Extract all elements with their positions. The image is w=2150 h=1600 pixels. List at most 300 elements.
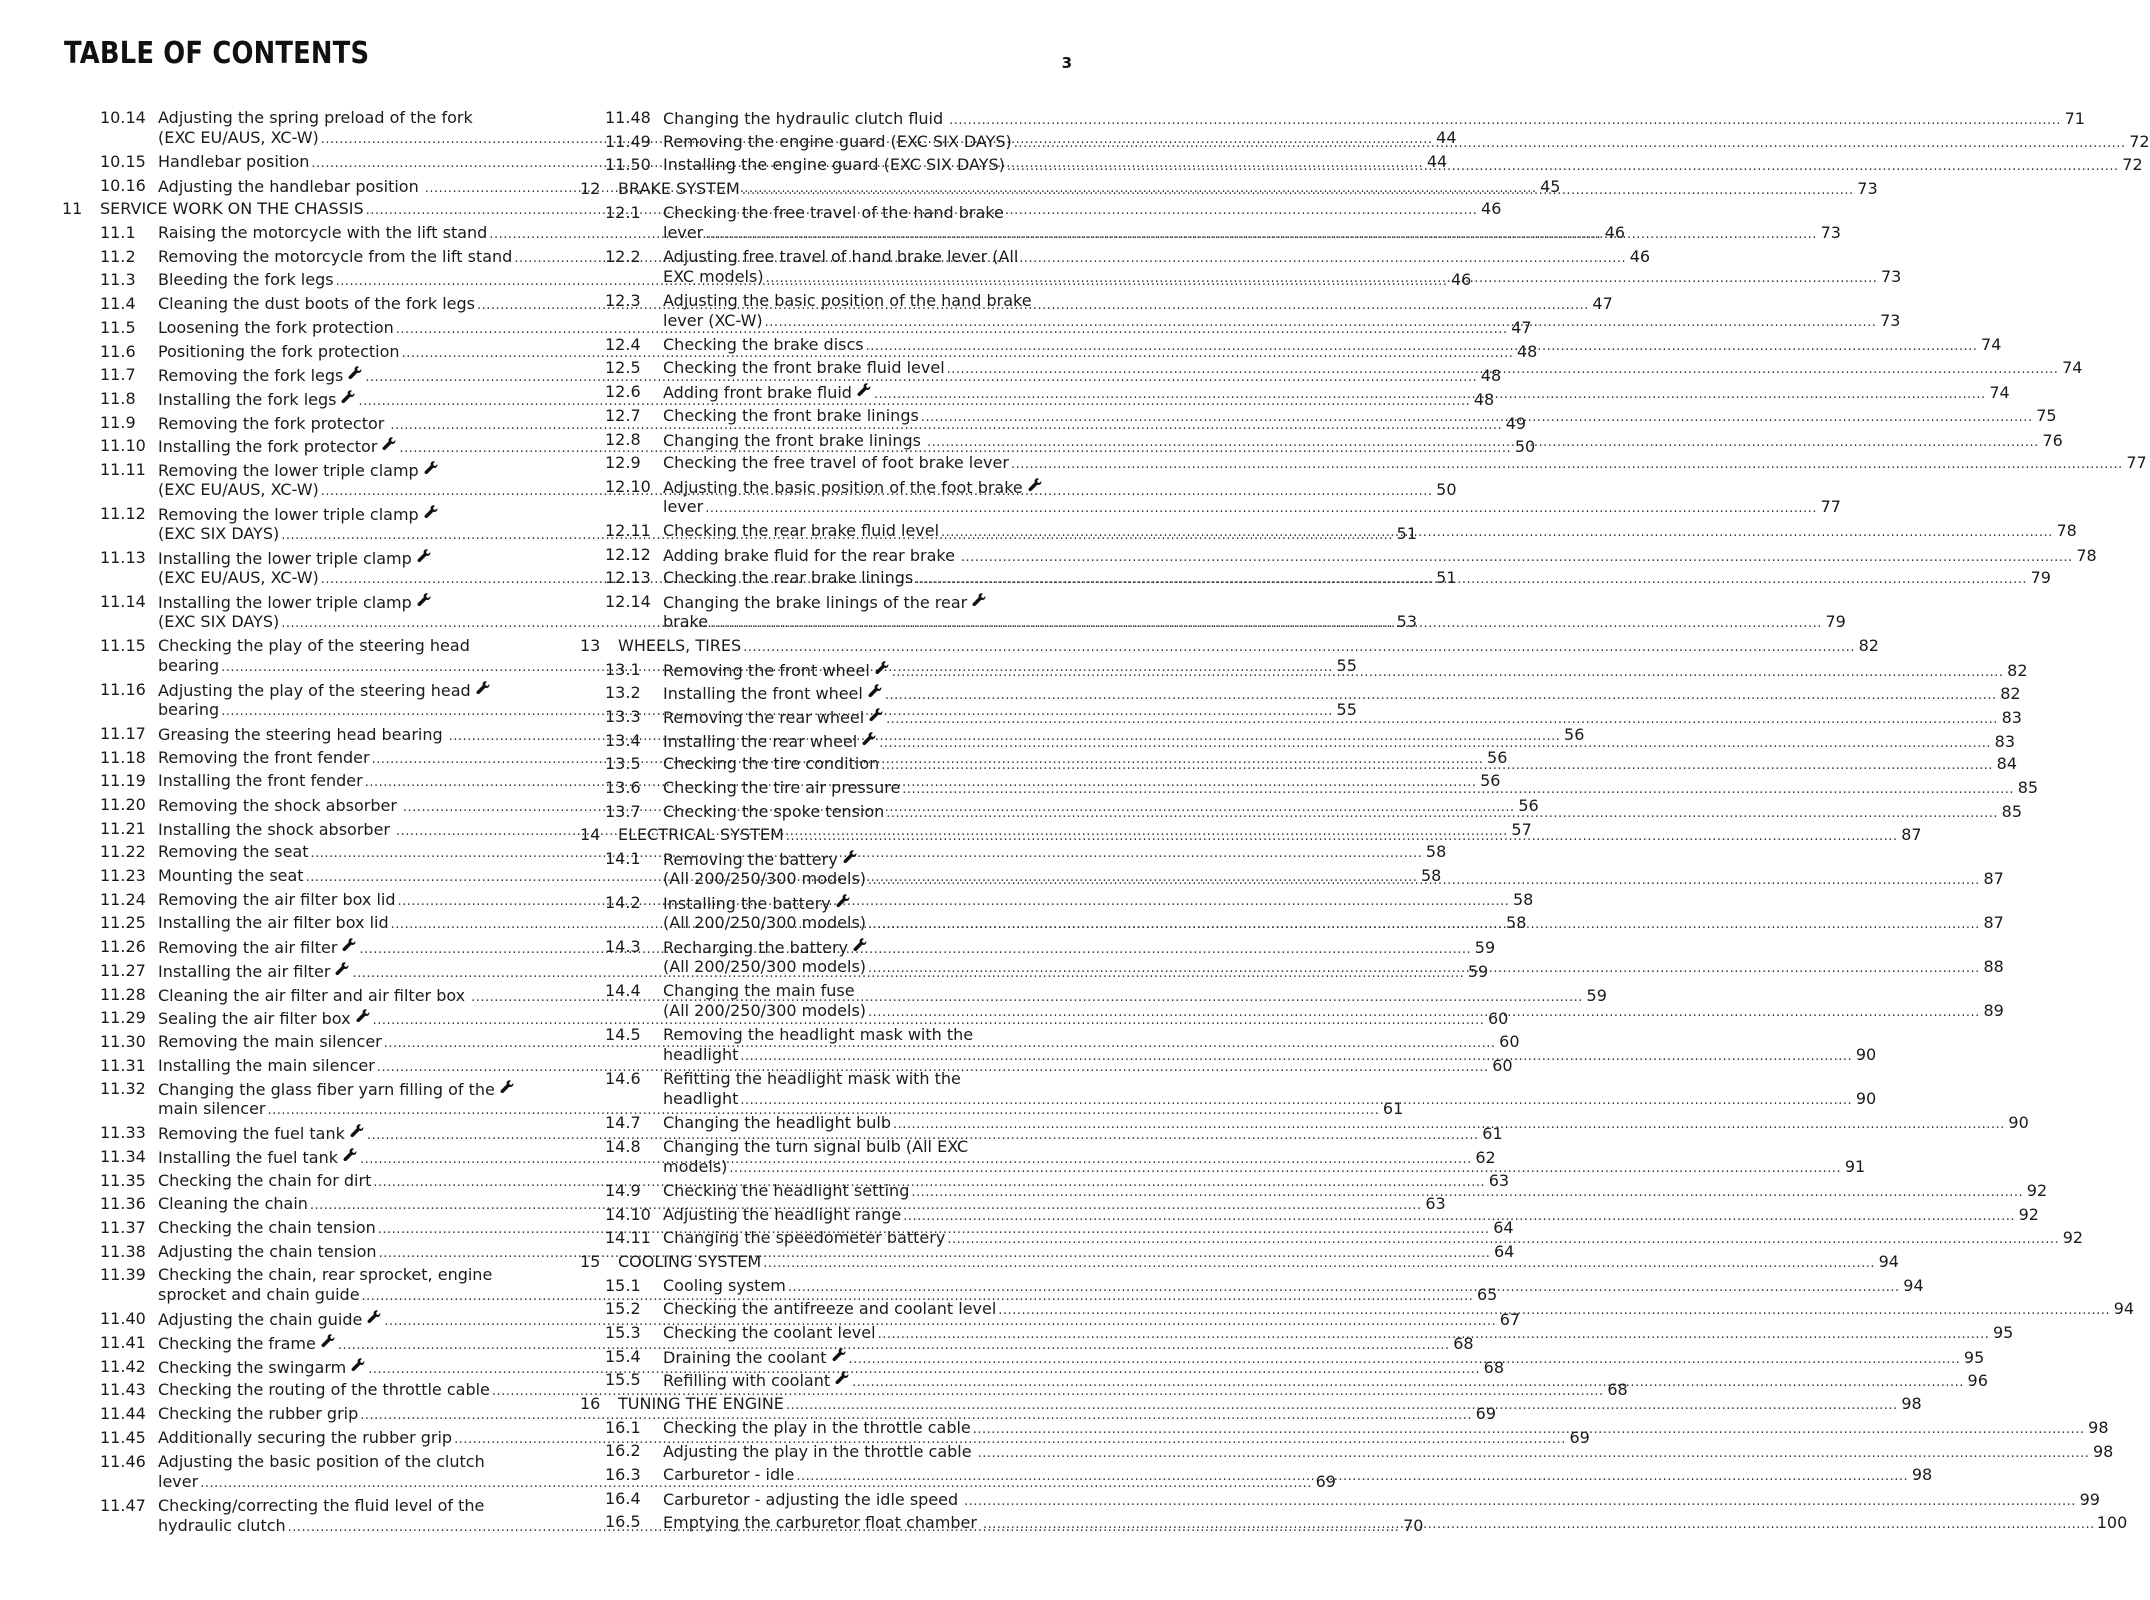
toc-entry-number: 12.13 (605, 568, 651, 588)
toc-entry-page: 98 (1901, 1394, 1922, 1413)
toc-entry-title: Changing the front brake linings (663, 430, 922, 450)
wrench-icon (971, 592, 987, 608)
toc-entry-page: 50 (1436, 479, 1457, 499)
toc-leader-dots (849, 1350, 1961, 1370)
toc-entry-title: Checking the headlight setting (663, 1180, 910, 1200)
toc-entry-page: 87 (1983, 913, 2004, 933)
toc-entry-title: (All 200/250/300 models) (663, 913, 867, 933)
wrench-icon (867, 683, 883, 699)
toc-entry-number: 11 (62, 199, 83, 219)
toc-entry-title: (EXC EU/AUS, XC-W) (158, 479, 319, 499)
toc-entry-number: 11.10 (100, 436, 146, 456)
toc-entry-title: Adjusting the play of the steering head (158, 680, 471, 700)
toc-entry-number: 13.6 (605, 778, 641, 798)
toc-entry-title: Removing the lower triple clamp (158, 460, 419, 480)
toc-entry-number: 11.32 (100, 1079, 146, 1099)
page-title: TABLE OF CONTENTS (64, 36, 370, 71)
toc-entry-title: lever (XC-W) (663, 310, 763, 330)
toc-entry-page: 98 (2088, 1417, 2109, 1437)
toc-entry-title: lever (663, 496, 704, 516)
toc-entry-page: 90 (2008, 1113, 2029, 1133)
toc-leader-dots (949, 111, 2061, 131)
toc-entry-page: 74 (1989, 383, 2010, 403)
toc-entry-page: 56 (1518, 796, 1539, 815)
toc-entry-title: Removing the fuel tank (158, 1124, 345, 1144)
toc-entry-number: 16 (580, 1394, 601, 1413)
toc-entry-number: 14.4 (605, 981, 641, 1001)
wrench-icon (475, 680, 491, 696)
toc-entry-page: 94 (2113, 1299, 2135, 1319)
toc-entry-number: 14.3 (605, 937, 641, 957)
toc-entry-page: 90 (1855, 1089, 1877, 1109)
toc-entry-title: lever (158, 1471, 199, 1491)
toc-leader-dots (921, 408, 2033, 428)
toc-entry-title: Loosening the fork protection (158, 317, 394, 337)
toc-entry-page: 67 (1499, 1310, 1521, 1330)
toc-entry-title: Adjusting the spring preload of the fork (158, 108, 473, 127)
toc-entry-number: 12.9 (605, 453, 641, 473)
toc-entry-number: 14.8 (605, 1136, 641, 1156)
toc-entry-title: Installing the fuel tank (158, 1147, 338, 1167)
toc-entry-page: 47 (1511, 317, 1532, 337)
toc-leader-dots (765, 313, 1877, 333)
toc-entry-number: 11.24 (100, 889, 146, 909)
toc-entry-title: Checking the front brake fluid level (663, 358, 945, 378)
toc-section-entry[interactable] (580, 108, 2085, 132)
toc-entry-page: 95 (1992, 1322, 2014, 1342)
toc-leader-dots (978, 1444, 2090, 1464)
toc-entry-title: Draining the coolant (663, 1347, 827, 1367)
toc-entry-number: 11.13 (100, 547, 146, 567)
toc-entry-number: 11.5 (100, 317, 136, 337)
wrench-icon (1027, 477, 1043, 493)
wrench-icon (835, 893, 851, 909)
wrench-icon (349, 1123, 365, 1139)
toc-entry-number: 11.7 (100, 365, 136, 385)
toc-entry-number: 14.6 (605, 1069, 641, 1089)
toc-entry-page: 76 (2042, 430, 2063, 450)
toc-entry-number: 15.1 (605, 1275, 641, 1295)
toc-entry-number: 11.38 (100, 1241, 146, 1261)
toc-entry-title: Installing the lower triple clamp (158, 592, 412, 612)
toc-leader-dots (879, 734, 1991, 754)
toc-entry-number: 11.41 (100, 1333, 146, 1353)
toc-entry-title: bearing (158, 655, 220, 675)
toc-leader-dots (705, 225, 1817, 245)
toc-entry-title: Checking the rubber grip (158, 1404, 359, 1424)
toc-entry-title: EXC models) (663, 266, 764, 286)
wrench-icon (423, 504, 439, 520)
toc-entry-number: 12.7 (605, 405, 641, 425)
toc-entry-title: Adding brake fluid for the rear brake (663, 545, 955, 565)
toc-entry-title: Checking the chain for dirt (158, 1170, 372, 1190)
toc-leader-dots (796, 1467, 1908, 1487)
toc-leader-dots (881, 756, 1993, 776)
toc-entry-page: 82 (1858, 635, 1879, 655)
toc-entry-page: 73 (1820, 222, 1841, 242)
toc-entry-title: Mounting the seat (158, 866, 304, 886)
toc-entry-page: 53 (1396, 611, 1418, 631)
toc-entry-title: Checking the play of the steering head (158, 635, 470, 655)
toc-entry-title: Removing the fork legs (158, 366, 344, 386)
toc-entry-number: 11.37 (100, 1218, 146, 1237)
toc-entry-title: Greasing the steering head bearing (158, 724, 443, 744)
toc-leader-dots (878, 1325, 1990, 1345)
toc-entry-page: 94 (1878, 1251, 1899, 1271)
toc-entry-number: 11.20 (100, 795, 146, 814)
toc-entry-title: bearing (158, 699, 220, 719)
toc-entry-number: 13.1 (605, 659, 641, 679)
toc-entry-page: 72 (2122, 155, 2143, 175)
toc-entry-title: headlight (663, 1045, 739, 1065)
toc-entry-number: 11.31 (100, 1055, 146, 1075)
toc-entry-number: 11.12 (100, 503, 146, 523)
toc-entry-title: Bleeding the fork legs (158, 270, 334, 290)
toc-entry-number: 16.1 (605, 1417, 641, 1437)
wrench-icon (874, 660, 890, 676)
wrench-icon (342, 1147, 358, 1163)
toc-entry-title: Adjusting the handlebar position (158, 176, 419, 196)
toc-entry-number: 10.14 (100, 108, 146, 127)
toc-entry-page: 55 (1336, 699, 1357, 719)
toc-entry-title: Checking the chain, rear sprocket, engine (158, 1265, 493, 1285)
wrench-icon (355, 1008, 371, 1024)
toc-entry-title: SERVICE WORK ON THE CHASSIS (100, 199, 364, 219)
toc-leader-dots (763, 1254, 1875, 1274)
toc-entry-title: Adjusting the basic position of the foot brake (663, 477, 1023, 497)
toc-entry-title: Raising the motorcycle with the lift stand (158, 223, 488, 243)
toc-entry-title: Adding front brake fluid (663, 383, 852, 403)
toc-entry-page: 69 (1475, 1404, 1497, 1424)
toc-entry-page: 90 (1855, 1045, 1877, 1065)
toc-entry-page: 92 (2018, 1204, 2039, 1224)
toc-entry-number: 11.14 (100, 591, 146, 611)
toc-entry-title: Removing the front fender (158, 747, 370, 767)
toc-entry-page: 60 (1492, 1055, 1513, 1075)
toc-chapter-entry[interactable] (580, 635, 1879, 660)
toc-entry-page: 83 (1994, 731, 2015, 751)
toc-entry-number: 12.5 (605, 358, 641, 378)
wrench-icon (868, 707, 884, 723)
toc-entry-page: 87 (1983, 869, 2004, 889)
toc-entry-title: Checking the free travel of the hand brake (663, 202, 1004, 222)
toc-entry-title: Checking the free travel of foot brake lever (663, 453, 1009, 473)
toc-entry-page: 74 (2062, 358, 2083, 378)
toc-entry-page: 85 (2001, 801, 2023, 821)
toc-entry-page: 59 (1586, 985, 1607, 1005)
toc-leader-dots (788, 1278, 1900, 1298)
toc-entry-page: 84 (1996, 754, 2018, 774)
toc-entry-title: Installing the air filter (158, 961, 331, 981)
toc-entry-title: Checking the tire condition (663, 754, 880, 774)
toc-entry-number: 16.5 (605, 1512, 641, 1532)
toc-entry-title: Installing the shock absorber (158, 819, 390, 839)
toc-entry-number: 14.7 (605, 1113, 641, 1133)
toc-entry-number: 14.9 (605, 1180, 641, 1200)
toc-entry-title: BRAKE SYSTEM (618, 179, 740, 199)
wrench-icon (381, 436, 397, 452)
toc-leader-dots (961, 548, 2073, 568)
toc-entry-title: sprocket and chain guide (158, 1285, 360, 1305)
toc-section-entry[interactable] (580, 544, 2097, 569)
toc-entry-number: 11.43 (100, 1380, 146, 1400)
toc-leader-dots (941, 523, 2053, 543)
toc-entry-number: 11.36 (100, 1194, 146, 1214)
toc-entry-number: 12.11 (605, 520, 651, 540)
toc-entry-page: 73 (1857, 179, 1878, 199)
toc-entry-number: 16.4 (605, 1488, 641, 1508)
toc-entry-number: 11.23 (100, 866, 146, 886)
toc-entry-page: 78 (2056, 520, 2077, 540)
toc-entry-number: 11.29 (100, 1008, 146, 1028)
page-number: 3 (1061, 54, 1072, 72)
toc-entry-title: Removing the main silencer (158, 1031, 382, 1051)
toc-section-entry[interactable] (580, 453, 2147, 477)
toc-entry-page: 51 (1396, 523, 1418, 543)
toc-entry-page: 44 (1426, 152, 1448, 171)
toc-entry-title: Installing the fork protector (158, 437, 378, 457)
toc-entry-title: Installing the rear wheel (663, 731, 858, 751)
toc-entry-title: Checking the brake discs (663, 334, 864, 354)
toc-entry-title: Checking the spoke tension (663, 801, 885, 821)
toc-entry-number: 13.4 (605, 730, 641, 750)
toc-entry-title: Removing the motorcycle from the lift stand (158, 246, 513, 266)
toc-entry-page: 79 (2030, 568, 2051, 588)
toc-entry-number: 12.3 (605, 290, 641, 310)
toc-entry-title: Checking the chain tension (158, 1218, 376, 1237)
toc-entry-title: Carburetor - idle (663, 1465, 795, 1485)
toc-entry-page: 62 (1475, 1147, 1496, 1167)
toc-entry-title: Adjusting the chain tension (158, 1241, 377, 1261)
toc-entry-page: 82 (2000, 684, 2021, 704)
toc-entry-title: Changing the speedometer battery (663, 1228, 946, 1248)
toc-entry-title: Carburetor - adjusting the idle speed (663, 1489, 959, 1509)
wrench-icon (347, 365, 363, 381)
toc-entry-title: Changing the main fuse (663, 981, 855, 1001)
toc-entry-title: Adjusting the chain guide (158, 1310, 363, 1330)
wrench-icon (350, 1357, 366, 1373)
toc-leader-dots (983, 1515, 2095, 1535)
toc-entry-title: Checking the antifreeze and coolant level (663, 1299, 997, 1319)
toc-entry-number: 11.35 (100, 1170, 146, 1190)
toc-leader-dots (1014, 134, 2126, 154)
toc-entry-number: 11.1 (100, 223, 136, 243)
toc-entry-number: 11.25 (100, 913, 146, 933)
toc-entry-page: 79 (1825, 611, 1846, 631)
wrench-icon (831, 1347, 847, 1363)
toc-entry-page: 100 (2096, 1513, 2128, 1533)
toc-entry-title: Installing the air filter box lid (158, 913, 389, 933)
toc-leader-dots (766, 269, 1878, 289)
toc-entry-title: (All 200/250/300 models) (663, 869, 867, 889)
wrench-icon (861, 731, 877, 747)
toc-entry-title: ELECTRICAL SYSTEM (618, 825, 784, 845)
toc-leader-dots (947, 1230, 2059, 1250)
toc-entry-number: 13 (580, 635, 601, 655)
toc-entry-number: 16.2 (605, 1441, 641, 1461)
toc-leader-dots (947, 360, 2059, 380)
toc-entry-number: 11.11 (100, 459, 146, 479)
toc-entry-number: 12.1 (605, 202, 641, 222)
toc-entry-title: Refitting the headlight mask with the (663, 1069, 961, 1089)
toc-entry-page: 60 (1499, 1031, 1520, 1051)
toc-entry-page: 58 (1512, 889, 1534, 909)
wrench-icon (416, 592, 432, 608)
toc-entry-title: Installing the battery (663, 894, 831, 914)
toc-leader-dots (868, 915, 1980, 935)
toc-entry-page: 78 (2076, 545, 2097, 565)
toc-leader-dots (710, 611, 1822, 634)
toc-leader-dots (1007, 157, 2119, 177)
toc-entry-page: 64 (1493, 1241, 1515, 1261)
toc-entry-page: 74 (1981, 334, 2002, 354)
toc-entry-title: Removing the headlight mask with the (663, 1025, 974, 1045)
toc-entry-title: Handlebar position (158, 152, 310, 171)
toc-entry-number: 11.27 (100, 960, 146, 980)
toc-entry-title: Positioning the fork protection (158, 341, 400, 361)
toc-entry-title: Installing the front wheel (663, 684, 863, 704)
toc-entry-number: 12.10 (605, 476, 651, 496)
toc-entry-number: 11.6 (100, 341, 136, 361)
toc-entry-page: 56 (1480, 771, 1501, 791)
toc-entry-page: 59 (1467, 961, 1489, 981)
toc-entry-title: Cleaning the dust boots of the fork legs (158, 294, 475, 314)
toc-entry-number: 15 (580, 1251, 601, 1271)
toc-entry-title: Adjusting the play in the throttle cable (663, 1442, 972, 1462)
toc-entry-title: Changing the headlight bulb (663, 1113, 891, 1133)
toc-leader-dots (892, 663, 2004, 683)
toc-entry-page: 73 (1880, 266, 1902, 286)
toc-entry-title: Removing the air filter (158, 938, 338, 958)
toc-entry-title: Changing the glass fiber yarn filling of the (158, 1080, 495, 1100)
toc-entry-page: 77 (2126, 453, 2147, 473)
toc-entry-page: 65 (1476, 1285, 1498, 1305)
toc-entry-page: 60 (1487, 1009, 1509, 1029)
toc-entry-page: 49 (1505, 413, 1527, 433)
toc-entry-title: hydraulic clutch (158, 1515, 286, 1535)
toc-leader-dots (885, 686, 1997, 706)
toc-entry-number: 14.10 (605, 1204, 651, 1224)
toc-leader-dots (729, 1159, 1841, 1179)
toc-entry-number: 12.14 (605, 591, 651, 611)
toc-entry-title: Installing the fork legs (158, 389, 337, 409)
toc-entry-page: 56 (1487, 747, 1508, 767)
toc-entry-page: 75 (2036, 405, 2057, 425)
toc-leader-dots (705, 499, 1817, 519)
toc-entry-title: TUNING THE ENGINE (618, 1394, 784, 1413)
wrench-icon (320, 1333, 336, 1349)
wrench-icon (366, 1309, 382, 1325)
toc-entry-title: Removing the engine guard (EXC SIX DAYS) (663, 131, 1012, 151)
toc-entry-title: Installing the main silencer (158, 1055, 375, 1075)
toc-entry-page: 48 (1473, 389, 1495, 409)
toc-entry-title: (All 200/250/300 models) (663, 957, 867, 977)
toc-entry-title: main silencer (158, 1099, 266, 1119)
toc-leader-dots (866, 337, 1978, 357)
toc-entry-number: 13.7 (605, 801, 641, 821)
toc-entry-number: 13.5 (605, 754, 641, 774)
toc-entry-page: 83 (2001, 708, 2022, 727)
toc-entry-number: 11.22 (100, 842, 146, 862)
toc-entry-number: 10.16 (100, 175, 146, 195)
toc-leader-dots (742, 181, 1854, 201)
toc-entry-title: Refilling with coolant (663, 1371, 831, 1391)
toc-entry-number: 11.4 (100, 294, 136, 314)
wrench-icon (856, 382, 872, 398)
toc-entry-page: 92 (2026, 1180, 2048, 1200)
wrench-icon (334, 961, 350, 977)
toc-entry-title: (All 200/250/300 models) (663, 1001, 867, 1021)
toc-entry-title: Emptying the carburetor float chamber (663, 1513, 977, 1533)
toc-leader-dots (874, 385, 1986, 405)
toc-entry-number: 11.2 (100, 246, 136, 266)
toc-leader-dots (893, 1115, 2005, 1135)
wrench-icon (416, 548, 432, 564)
toc-leader-dots (927, 433, 2039, 453)
toc-entry-number: 13.2 (605, 683, 641, 703)
toc-entry-number: 12.12 (605, 544, 651, 564)
toc-entry-page: 98 (2092, 1442, 2114, 1462)
toc-section-entry[interactable] (580, 1441, 2114, 1465)
toc-entry-number: 11.26 (100, 937, 146, 957)
toc-section-entry[interactable] (580, 1488, 2100, 1513)
wrench-icon (341, 937, 357, 953)
toc-entry-title: brake (663, 611, 709, 631)
toc-entry-title: headlight (663, 1089, 739, 1109)
toc-leader-dots (868, 871, 1980, 891)
toc-entry-number: 11.8 (100, 388, 136, 408)
toc-leader-dots (964, 1492, 2076, 1512)
toc-entry-number: 11.34 (100, 1146, 146, 1166)
toc-leader-dots (902, 780, 2014, 800)
toc-entry-number: 11.18 (100, 747, 146, 767)
toc-leader-dots (740, 1091, 1852, 1111)
toc-entry-title: Recharging the battery (663, 938, 849, 958)
toc-entry-page: 69 (1569, 1427, 1590, 1447)
toc-leader-dots (868, 1003, 1980, 1023)
toc-entry-title: Changing the hydraulic clutch fluid (663, 109, 944, 128)
toc-entry-number: 11.45 (100, 1427, 146, 1447)
toc-entry-number: 15.2 (605, 1299, 641, 1319)
toc-entry-page: 70 (1403, 1515, 1424, 1535)
toc-leader-dots (740, 1047, 1852, 1067)
toc-entry-page: 63 (1488, 1170, 1510, 1190)
toc-entry-number: 11.47 (100, 1495, 146, 1515)
toc-entry-title: (EXC EU/AUS, XC-W) (158, 567, 319, 587)
wrench-icon (834, 1370, 850, 1386)
toc-entry-page: 88 (1983, 957, 2004, 977)
toc-entry-number: 15.4 (605, 1346, 641, 1366)
toc-entry-page: 55 (1336, 655, 1357, 675)
toc-section-entry[interactable] (580, 683, 2021, 707)
toc-entry-number: 11.28 (100, 984, 146, 1004)
toc-entry-number: 11.33 (100, 1123, 146, 1143)
toc-entry-title: Cleaning the chain (158, 1194, 308, 1214)
toc-leader-dots (886, 804, 1998, 824)
toc-entry-title: lever (663, 222, 704, 242)
toc-entry-page: 58 (1425, 842, 1447, 862)
toc-entry-page: 68 (1607, 1380, 1628, 1400)
toc-entry-title: Checking the swingarm (158, 1357, 347, 1377)
toc-entry-number: 11.46 (100, 1451, 146, 1471)
toc-entry-number: 14 (580, 825, 601, 845)
toc-entry-page: 89 (1983, 1001, 2004, 1021)
toc-entry-title: Checking the play in the throttle cable (663, 1417, 971, 1437)
toc-entry-page: 44 (1436, 128, 1457, 147)
toc-leader-dots (1011, 455, 2123, 475)
toc-entry-number: 11.16 (100, 679, 146, 699)
toc-entry-page: 71 (2064, 109, 2085, 128)
